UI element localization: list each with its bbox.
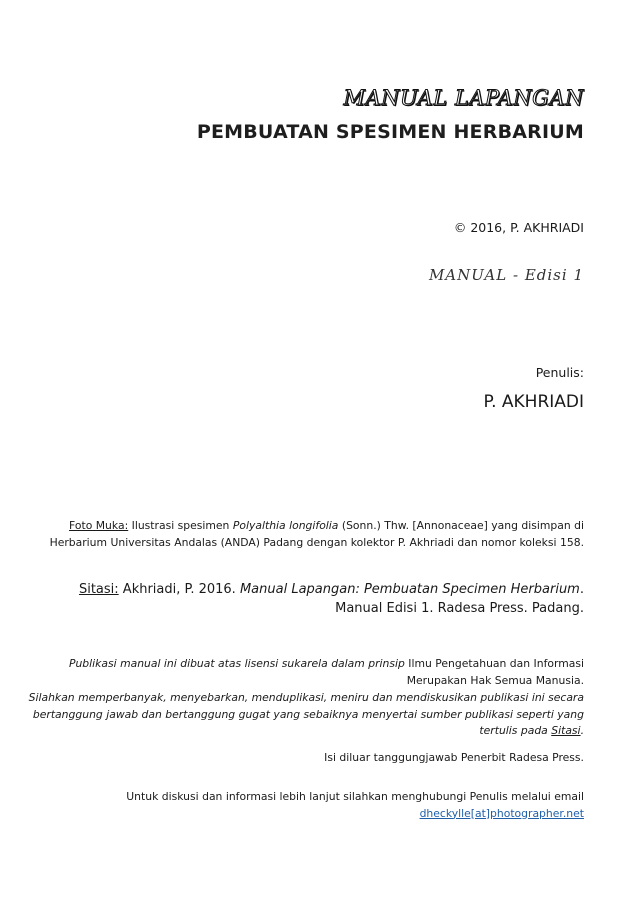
author-name: P. AKHRIADI bbox=[483, 392, 584, 412]
edition-label: MANUAL - Edisi 1 bbox=[428, 266, 584, 284]
sitasi-label: Sitasi: bbox=[78, 582, 119, 597]
copyright-line: © 2016, P. AKHRIADI bbox=[453, 220, 584, 235]
page-title: PEMBUATAN SPESIMEN HERBARIUM bbox=[196, 121, 584, 143]
cover-photo-note bbox=[44, 518, 584, 551]
permission-note bbox=[24, 690, 584, 740]
sitasi-text-1: Akhriadi, P. 2016. bbox=[118, 582, 240, 597]
email-link[interactable]: dheckylle[at]photographer.net bbox=[419, 806, 584, 820]
title-decorative: MANUAL LAPANGAN bbox=[343, 86, 584, 110]
license-italic: Publikasi manual ini dibuat atas lisensi sukarela dalam prinsip bbox=[68, 657, 405, 670]
contact-text: Untuk diskusi dan informasi lebih lanjut silahkan menghubungi Penulis melalui email bbox=[126, 790, 584, 803]
foto-text-1: Ilustrasi spesimen bbox=[128, 519, 233, 532]
sitasi-text-2: . Manual Edisi 1. Radesa Press. Padang. bbox=[335, 582, 584, 616]
license-note bbox=[24, 656, 584, 689]
sitasi-title: Manual Lapangan: Pembuatan Specimen Herbarium bbox=[239, 582, 580, 597]
contact-note bbox=[24, 789, 584, 822]
citation bbox=[44, 580, 584, 618]
license-normal: Ilmu Pengetahuan dan Informasi Merupakan Hak Semua Manusia. bbox=[404, 657, 584, 687]
publisher-disclaimer: Isi diluar tanggungjawab Penerbit Radesa Press. bbox=[324, 751, 584, 764]
foto-text-2: (Sonn.) Thw. [Annonaceae] yang disimpan di Herbarium Universitas Andalas (ANDA) Padang dengan kolektor P. Akhriadi dan nomor koleksi 158. bbox=[49, 519, 584, 549]
author-label: Penulis: bbox=[535, 365, 584, 380]
permission-end: . bbox=[580, 724, 584, 737]
species-name: Polyalthia longifolia bbox=[232, 519, 339, 532]
foto-label: Foto Muka: bbox=[69, 519, 129, 532]
permission-text: Silahkan memperbanyak, menyebarkan, menduplikasi, meniru dan mendiskusikan publikasi ini secara bertanggung jawab dan bertanggung gugat yang sebaiknya menyertai sumber publikasi seperti yang tertulis pada bbox=[28, 691, 584, 737]
sitasi-reference-link[interactable]: Sitasi bbox=[551, 724, 581, 737]
